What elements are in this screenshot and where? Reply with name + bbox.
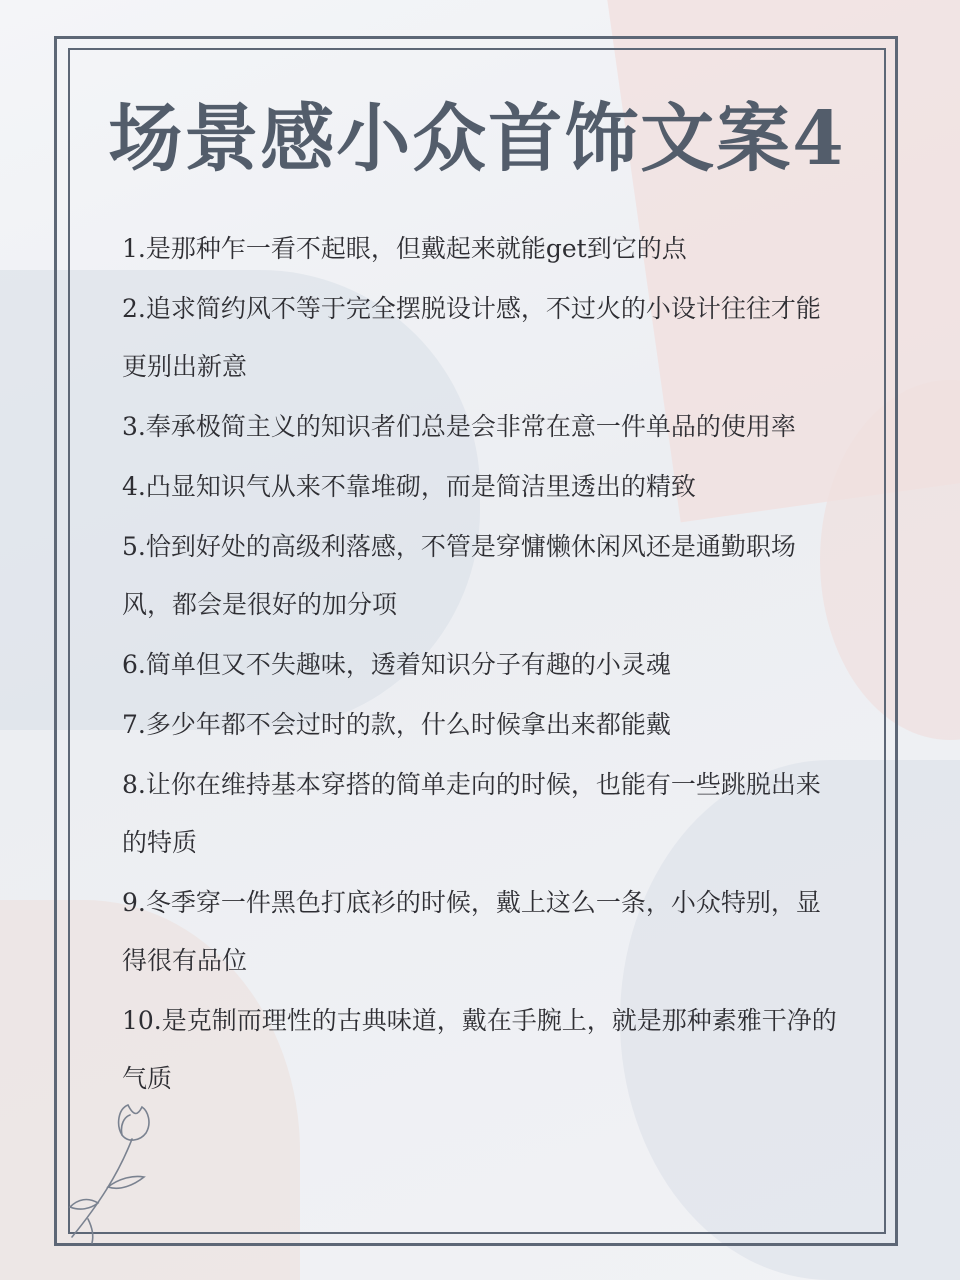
list-item: 3.奉承极简主义的知识者们总是会非常在意一件单品的使用率 xyxy=(122,412,796,441)
list-item: 2.追求简约风不等于完全摆脱设计感，不过火的小设计往往才能更别出新意 xyxy=(122,294,821,381)
tulip-line-drawing-icon xyxy=(58,1095,168,1245)
list-item: 9.冬季穿一件黑色打底衫的时候，戴上这么一条，小众特别，显得很有品位 xyxy=(122,888,821,975)
list-item: 4.凸显知识气从来不靠堆砌，而是简洁里透出的精致 xyxy=(122,472,696,501)
list-item: 5.恰到好处的高级利落感，不管是穿慵懒休闲风还是通勤职场风，都会是很好的加分项 xyxy=(122,532,796,619)
list-item: 7.多少年都不会过时的款，什么时候拿出来都能戴 xyxy=(122,710,671,739)
list-item: 8.让你在维持基本穿搭的简单走向的时候，也能有一些跳脱出来的特质 xyxy=(122,770,821,857)
copy-list xyxy=(122,220,842,1110)
list-item: 10.是克制而理性的古典味道，戴在手腕上，就是那种素雅干净的气质 xyxy=(122,1006,837,1093)
list-item: 1.是那种乍一看不起眼，但戴起来就能get到它的点 xyxy=(122,234,687,263)
page-title: 场景感小众首饰文案4 xyxy=(108,96,846,182)
list-item: 6.简单但又不失趣味，透着知识分子有趣的小灵魂 xyxy=(122,650,671,679)
